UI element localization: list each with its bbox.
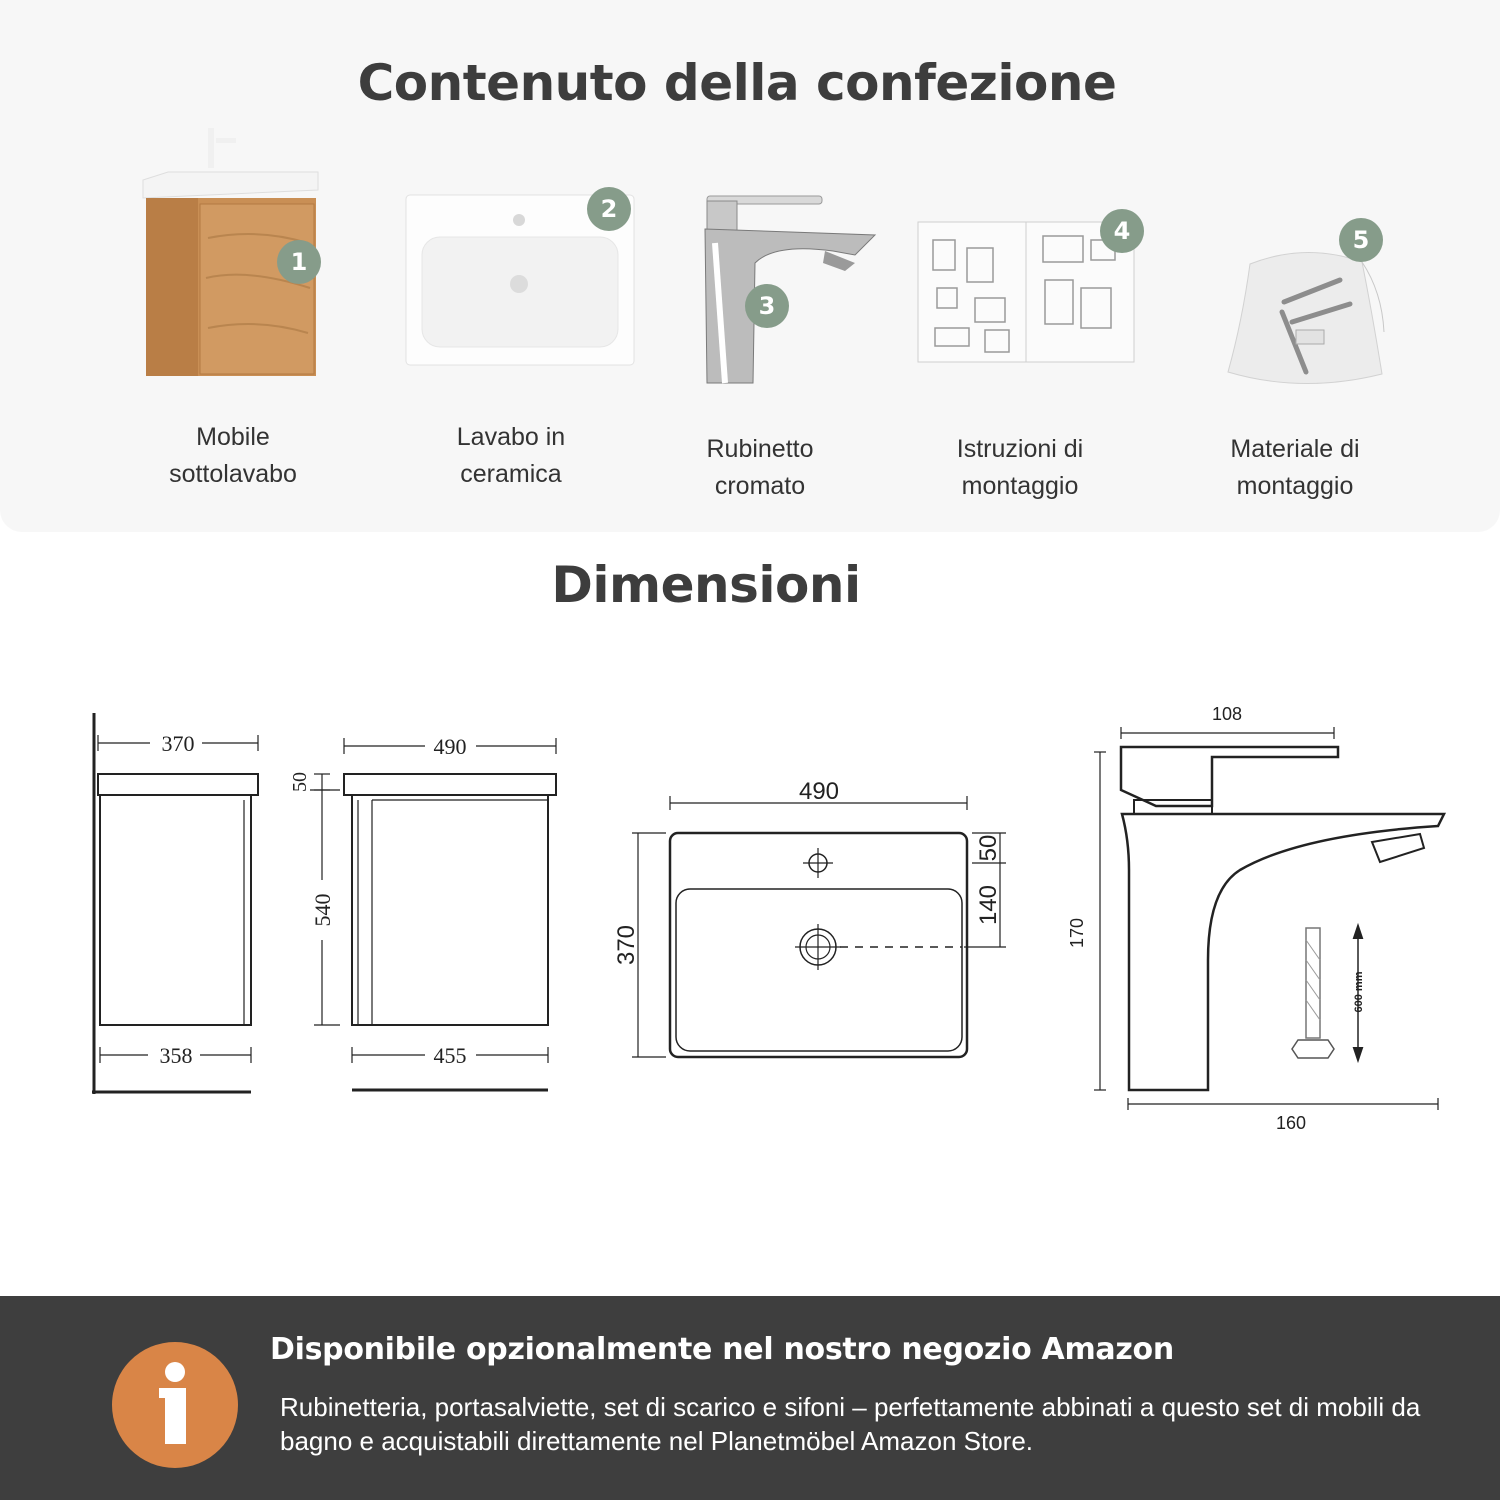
chrome-faucet-image [695, 193, 880, 388]
item-label-hardware [1180, 431, 1410, 505]
info-icon [112, 1342, 238, 1468]
hose-length: 600 mm [1353, 971, 1365, 1013]
cabinet-front-top-height: 50 [289, 772, 311, 792]
badge-4: 4 [1100, 209, 1144, 253]
item-label-faucet-line2: cromato [714, 472, 806, 500]
cabinet-front-bottom-width: 455 [433, 1043, 467, 1068]
item-label-hardware-line1: Materiale di [1230, 435, 1360, 463]
badge-1: 1 [277, 240, 321, 284]
item-label-cabinet [128, 419, 338, 493]
basin-drain-offset: 140 [975, 884, 1002, 926]
item-label-basin [406, 419, 616, 493]
cabinet-front-body-height: 540 [310, 893, 335, 927]
item-label-basin-line2: ceramica [460, 460, 562, 488]
faucet-lever-length: 108 [1211, 704, 1243, 724]
faucet-length: 160 [1275, 1113, 1307, 1133]
badge-5: 5 [1339, 218, 1383, 262]
faucet-height: 170 [1067, 917, 1087, 949]
item-label-cabinet-line1: Mobile [196, 423, 270, 451]
item-label-faucet-line1: Rubinetto [706, 435, 814, 463]
cabinet-front-top-width: 490 [433, 734, 467, 759]
cabinet-side-top-depth: 370 [161, 731, 195, 756]
basin-width: 490 [798, 778, 840, 805]
dimensions-title: Dimensioni [551, 556, 861, 614]
item-label-manual-line2: montaggio [961, 472, 1079, 500]
item-label-basin-line1: Lavabo in [456, 423, 566, 451]
basin-depth: 370 [613, 924, 640, 966]
item-label-hardware-line2: montaggio [1236, 472, 1354, 500]
badge-3: 3 [745, 284, 789, 328]
package-contents-title: Contenuto della confezione [357, 54, 1117, 112]
badge-2: 2 [587, 187, 631, 231]
item-label-faucet [655, 431, 865, 505]
item-label-manual-line1: Istruzioni di [956, 435, 1084, 463]
basin-tap-hole-offset: 50 [975, 834, 1002, 862]
info-heading: Disponibile opzionalmente nel nostro negozio Amazon [270, 1332, 1174, 1367]
item-label-cabinet-line2: sottolavabo [169, 460, 297, 488]
dimension-drawings [0, 690, 1500, 1150]
info-body: Rubinetteria, portasalviette, set di scarico e sifoni – perfettamente abbinati a questo set di mobili da bagno e acquistabili direttamente nel Planetmöbel Amazon Store. [280, 1392, 1421, 1456]
item-label-manual [905, 431, 1135, 505]
cabinet-side-bottom-depth: 358 [159, 1043, 193, 1068]
